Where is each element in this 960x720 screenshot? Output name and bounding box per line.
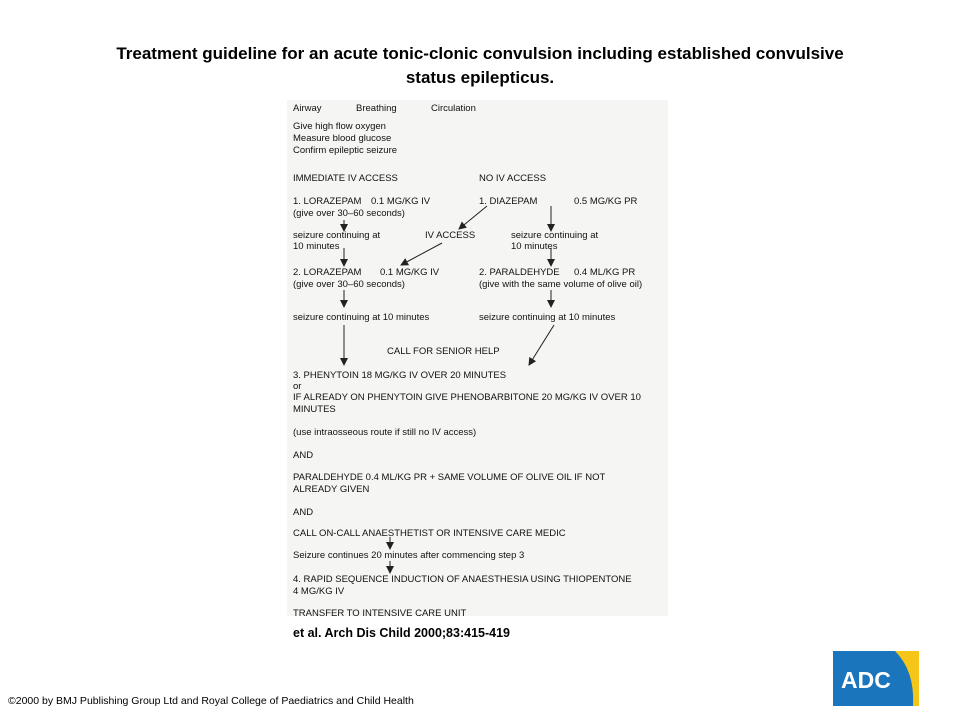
circulation-label: Circulation — [431, 103, 476, 114]
paraldehyde2-note: (give with the same volume of olive oil) — [479, 279, 643, 290]
arrow-right-to-phenytoin — [529, 325, 554, 365]
lorazepam2-dose: 0.1 MG/KG IV — [380, 267, 440, 278]
paraldehyde3-line1: PARALDEHYDE 0.4 ML/KG PR + SAME VOLUME OF OLIVE OIL IF NOT — [293, 472, 606, 483]
oxygen-step: Give high flow oxygen — [293, 121, 386, 132]
left-continuing-10min: seizure continuing at 10 minutes — [293, 312, 430, 323]
lorazepam1-note: (give over 30–60 seconds) — [293, 208, 405, 219]
right-continuing-10min: seizure continuing at 10 minutes — [479, 312, 616, 323]
diazepam-dose: 0.5 MG/KG PR — [574, 196, 638, 207]
lorazepam1-dose: 0.1 MG/KG IV — [371, 196, 431, 207]
left-continuing-line1: seizure continuing at — [293, 230, 381, 241]
paraldehyde2-step: 2. PARALDEHYDE — [479, 267, 560, 278]
logo-text: ADC — [841, 667, 891, 693]
confirm-step: Confirm epileptic seizure — [293, 145, 398, 156]
right-continuing-line2: 10 minutes — [511, 241, 558, 252]
title-line-2: status epilepticus. — [405, 68, 555, 87]
glucose-step: Measure blood glucose — [293, 133, 392, 144]
transfer-step: TRANSFER TO INTENSIVE CARE UNIT — [293, 608, 467, 619]
citation: et al. Arch Dis Child 2000;83:415-419 — [293, 626, 510, 640]
arrow-diazepam-to-iv-access — [459, 206, 487, 229]
breathing-label: Breathing — [356, 103, 397, 114]
adc-logo — [833, 651, 919, 706]
phenytoin-step: 3. PHENYTOIN 18 MG/KG IV OVER 20 MINUTES — [293, 370, 507, 381]
treatment-flowchart — [287, 100, 668, 619]
title-line-1: Treatment guideline for an acute tonic-clonic convulsion including established convulsive — [116, 44, 844, 63]
phenobarbitone-line2: MINUTES — [293, 404, 336, 415]
seizure-20min: Seizure continues 20 minutes after commencing step 3 — [293, 550, 525, 561]
and-label-1: AND — [293, 450, 314, 461]
or-label: or — [293, 381, 302, 392]
no-iv-access-header: NO IV ACCESS — [479, 173, 547, 184]
paraldehyde2-dose: 0.4 ML/KG PR — [574, 267, 636, 278]
diazepam-step: 1. DIAZEPAM — [479, 196, 538, 207]
lorazepam2-step: 2. LORAZEPAM — [293, 267, 362, 278]
slide-title — [30, 42, 930, 90]
anaesthetist-step: CALL ON-CALL ANAESTHETIST OR INTENSIVE CARE MEDIC — [293, 528, 566, 539]
intraosseous-note: (use intraosseous route if still no IV access) — [293, 427, 477, 438]
iv-access-label: IV ACCESS — [425, 230, 476, 241]
rsi-line1: 4. RAPID SEQUENCE INDUCTION OF ANAESTHESIA USING THIOPENTONE — [293, 574, 632, 585]
arrow-iv-access-to-lorazepam2 — [401, 243, 442, 265]
phenobarbitone-line1: IF ALREADY ON PHENYTOIN GIVE PHENOBARBITONE 20 MG/KG IV OVER 10 — [293, 392, 641, 403]
and-label-2: AND — [293, 507, 314, 518]
copyright-footer: ©2000 by BMJ Publishing Group Ltd and Royal College of Paediatrics and Child Health — [8, 695, 414, 707]
paraldehyde3-line2: ALREADY GIVEN — [293, 484, 370, 495]
senior-help: CALL FOR SENIOR HELP — [387, 346, 500, 357]
iv-access-header: IMMEDIATE IV ACCESS — [293, 173, 398, 184]
lorazepam1-step: 1. LORAZEPAM — [293, 196, 362, 207]
rsi-line2: 4 MG/KG IV — [293, 586, 345, 597]
left-continuing-line2: 10 minutes — [293, 241, 340, 252]
airway-label: Airway — [293, 103, 322, 114]
right-continuing-line1: seizure continuing at — [511, 230, 599, 241]
lorazepam2-note: (give over 30–60 seconds) — [293, 279, 405, 290]
